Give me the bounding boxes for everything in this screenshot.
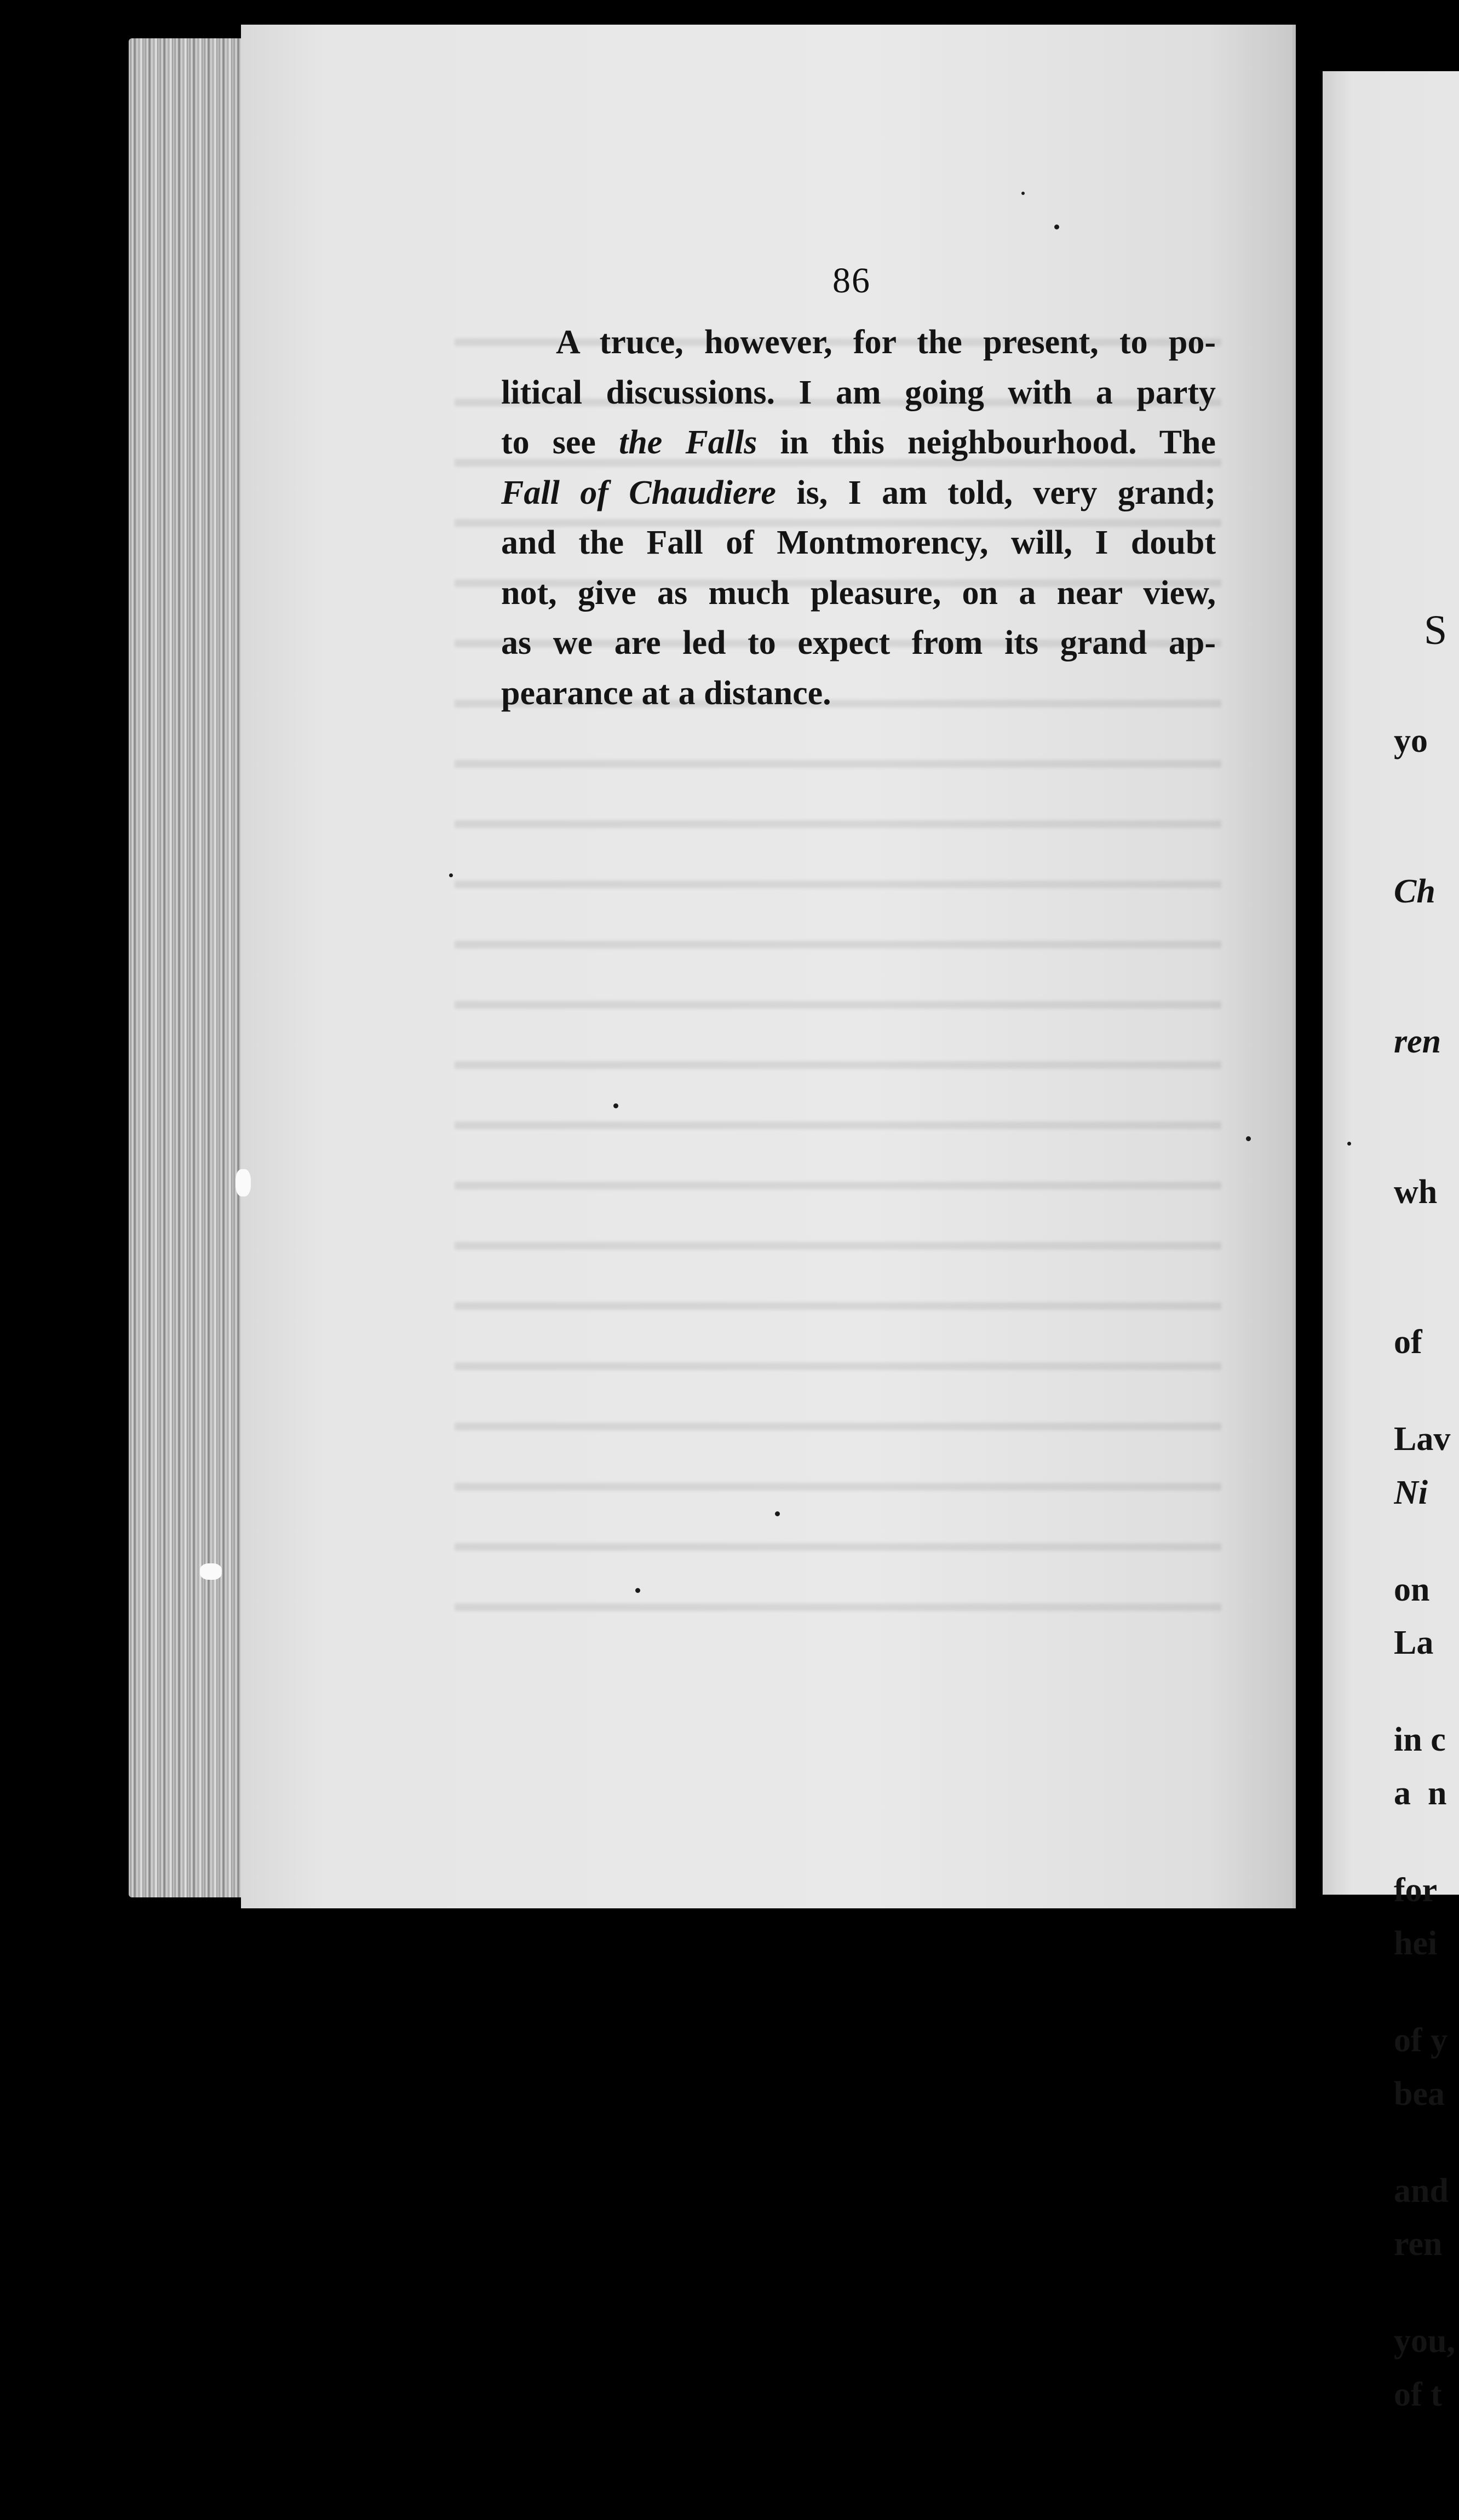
facing-line: of y bbox=[1394, 2022, 1448, 2059]
scan-speck bbox=[1246, 1136, 1251, 1141]
facing-line: you, bbox=[1394, 2322, 1455, 2360]
italic-phrase: Fall of Chaudiere bbox=[501, 474, 776, 511]
page-edges bbox=[129, 38, 252, 1897]
facing-line: a n bbox=[1394, 1774, 1447, 1812]
italic-phrase: the Falls bbox=[619, 424, 757, 461]
main-paragraph bbox=[501, 318, 1216, 718]
scan-speck bbox=[449, 873, 453, 877]
paragraph-line: to see the Falls in this neighbourhood. The bbox=[501, 424, 1216, 461]
facing-line: and bbox=[1394, 2172, 1449, 2210]
facing-line: Ch bbox=[1394, 872, 1435, 910]
paragraph-line: litical discussions. I am going with a party bbox=[501, 373, 1216, 411]
paragraph-line: Fall of Chaudiere is, I am told, very grand; bbox=[501, 474, 1216, 511]
facing-line: in c bbox=[1394, 1721, 1446, 1758]
facing-line: ren bbox=[1394, 1023, 1441, 1060]
facing-page-text-bottom bbox=[1394, 1314, 1459, 2467]
facing-line: wh bbox=[1394, 1173, 1438, 1211]
scan-speck bbox=[1054, 225, 1059, 229]
scan-speck bbox=[635, 1588, 640, 1593]
facing-page-initial: S bbox=[1424, 607, 1447, 653]
facing-line: hei bbox=[1394, 1925, 1438, 1962]
scan-highlight bbox=[235, 1169, 251, 1196]
scan-speck bbox=[613, 1103, 618, 1108]
paragraph-line: and the Fall of Montmorency, will, I doubt bbox=[501, 524, 1216, 561]
facing-line: of t bbox=[1394, 2375, 1442, 2413]
scan-highlight bbox=[200, 1563, 222, 1580]
paragraph-line: A truce, however, for the present, to po- bbox=[556, 324, 1216, 361]
paragraph-line: as we are led to expect from its grand ap- bbox=[501, 624, 1216, 661]
facing-line: bea bbox=[1394, 2075, 1445, 2113]
scan-speck bbox=[775, 1511, 780, 1516]
page-number: 86 bbox=[832, 261, 871, 301]
scan-speck bbox=[1021, 192, 1025, 195]
facing-line: ren bbox=[1394, 2225, 1443, 2263]
facing-line: yo bbox=[1394, 722, 1428, 760]
facing-line: of bbox=[1394, 1324, 1422, 1361]
facing-line: La bbox=[1394, 1624, 1434, 1661]
facing-line: for bbox=[1394, 1871, 1438, 1909]
facing-line: Ni bbox=[1394, 1474, 1428, 1511]
facing-line: Lav bbox=[1394, 1420, 1451, 1458]
scan-speck bbox=[1347, 1142, 1351, 1146]
paragraph-line: pearance at a distance. bbox=[501, 674, 831, 712]
paragraph-line: not, give as much pleasure, on a near view, bbox=[501, 574, 1216, 612]
facing-line: on bbox=[1394, 1570, 1430, 1608]
